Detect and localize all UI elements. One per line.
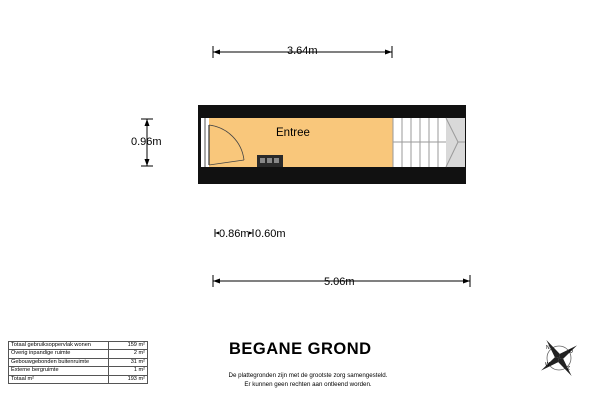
small-dimension-b-label: 0.60m	[255, 228, 286, 240]
left-dimension-label: 0.96m	[131, 136, 162, 148]
area-label: Totaal m²	[9, 375, 109, 383]
table-row	[9, 350, 148, 358]
disclaimer	[203, 372, 413, 389]
area-label: Externe bergruimte	[9, 367, 109, 375]
top-dimension-label: 3.64m	[287, 45, 318, 57]
bottom-dimension-label: 5.06m	[324, 276, 355, 288]
compass-w: W	[545, 362, 550, 368]
room-label-entree: Entree	[276, 127, 310, 139]
compass-z: Z	[567, 366, 571, 372]
meter-cabinet	[257, 155, 283, 167]
area-value: 1 m²	[109, 367, 148, 375]
compass-n: N	[546, 345, 550, 351]
compass-o: O	[569, 349, 573, 355]
table-row	[9, 342, 148, 350]
disclaimer-line-2: Er kunnen geen rechten aan ontleend worden.	[244, 380, 372, 388]
area-value: 31 m²	[109, 358, 148, 366]
area-value: 159 m²	[109, 342, 148, 350]
disclaimer-line-1: De plattegronden zijn met de grootste zorg samengesteld.	[228, 372, 388, 379]
stairs	[393, 118, 465, 167]
floor-title: BEGANE GROND	[229, 340, 372, 358]
area-value: 2 m²	[109, 350, 148, 358]
entree-floor	[209, 118, 393, 167]
area-value: 193 m²	[109, 375, 148, 383]
area-table	[8, 341, 148, 384]
table-row	[9, 358, 148, 366]
table-row	[9, 367, 148, 375]
small-dimension-a-label: 0.86m	[219, 228, 250, 240]
area-label: Overig inpandige ruimte	[9, 350, 109, 358]
table-row	[9, 375, 148, 383]
area-label: Totaal gebruiksoppervlak wonen	[9, 342, 109, 350]
area-label: Gebouwgebonden buitenruimte	[9, 358, 109, 366]
